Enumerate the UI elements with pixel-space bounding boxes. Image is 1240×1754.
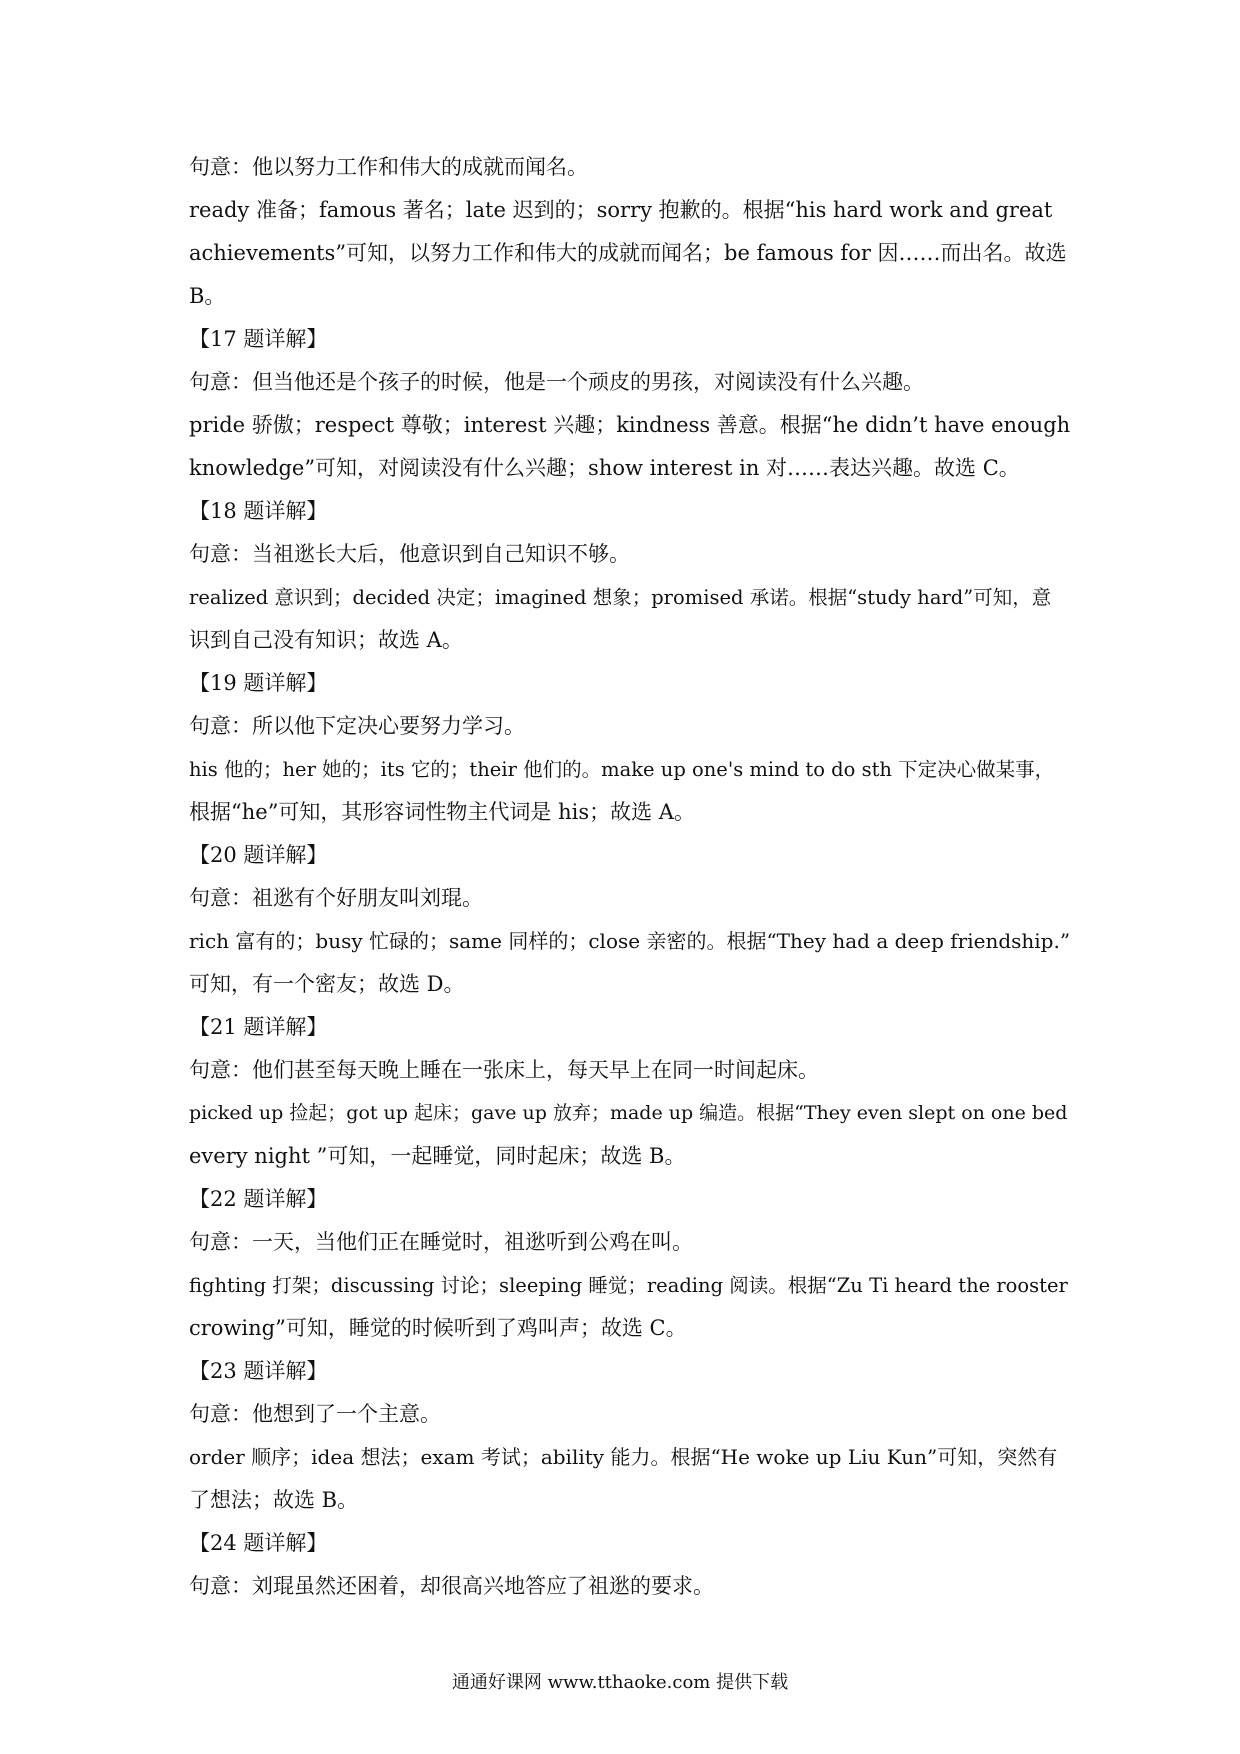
document-body xyxy=(189,146,1069,1608)
text-line: 句意：他们甚至每天晚上睡在一张床上，每天早上在同一时间起床。 xyxy=(189,1058,819,1082)
text-line: 句意：他以努力工作和伟大的成就而闻名。 xyxy=(189,155,588,179)
section-heading: 【17 题详解】 xyxy=(189,327,328,351)
text-line: picked up 捡起；got up 起床；gave up 放弃；made up 编造。根据“They even slept on one bed xyxy=(189,1102,1068,1124)
text-line: achievements”可知，以努力工作和伟大的成就而闻名；be famous for 因……而出名。故选 xyxy=(189,241,1067,265)
text-line: fighting 打架；discussing 讨论；sleeping 睡觉；reading 阅读。根据“Zu Ti heard the rooster xyxy=(189,1274,1068,1297)
text-line: 句意：他想到了一个主意。 xyxy=(189,1402,441,1426)
text-line: knowledge”可知，对阅读没有什么兴趣；show interest in 对……表达兴趣。故选 C。 xyxy=(189,456,1020,480)
text-line: 句意：刘琨虽然还困着，却很高兴地答应了祖逖的要求。 xyxy=(189,1574,714,1598)
text-line: ready 准备；famous 著名；late 迟到的；sorry 抱歉的。根据“his hard work and great xyxy=(189,198,1053,222)
page-footer: 通通好课网 www.tthaoke.com 提供下载 xyxy=(451,1672,789,1693)
text-line: 句意：一天，当他们正在睡觉时，祖逖听到公鸡在叫。 xyxy=(189,1230,693,1254)
text-line: crowing”可知，睡觉的时候听到了鸡叫声；故选 C。 xyxy=(189,1316,687,1340)
text-line: 根据“he”可知，其形容词性物主代词是 his；故选 A。 xyxy=(189,800,695,824)
section-heading: 【23 题详解】 xyxy=(189,1359,328,1383)
text-line: 句意：但当他还是个孩子的时候，他是一个顽皮的男孩，对阅读没有什么兴趣。 xyxy=(189,370,924,394)
section-heading: 【22 题详解】 xyxy=(189,1187,328,1211)
text-line: his 他的；her 她的；its 它的；their 他们的。make up one's mind to do sth 下定决心做某事， xyxy=(189,758,1055,781)
text-line: 句意：所以他下定决心要努力学习。 xyxy=(189,714,525,738)
text-line: rich 富有的；busy 忙碌的；same 同样的；close 亲密的。根据“They had a deep friendship.” xyxy=(189,929,1071,953)
text-line: B。 xyxy=(189,284,226,308)
text-line: pride 骄傲；respect 尊敬；interest 兴趣；kindness 善意。根据“he didn’t have enough xyxy=(189,413,1071,437)
section-heading: 【20 题详解】 xyxy=(189,843,328,867)
text-line: 句意：祖逖有个好朋友叫刘琨。 xyxy=(189,886,483,910)
section-heading: 【19 题详解】 xyxy=(189,671,328,695)
text-line: 识到自己没有知识；故选 A。 xyxy=(189,628,463,652)
text-line: order 顺序；idea 想法；exam 考试；ability 能力。根据“He woke up Liu Kun”可知，突然有 xyxy=(189,1445,1058,1469)
text-line: 可知，有一个密友；故选 D。 xyxy=(189,972,465,996)
section-heading: 【18 题详解】 xyxy=(189,499,328,523)
text-line: every night ”可知，一起睡觉，同时起床；故选 B。 xyxy=(189,1144,686,1168)
section-heading: 【24 题详解】 xyxy=(189,1531,328,1555)
text-line: 了想法；故选 B。 xyxy=(189,1488,359,1512)
section-heading: 【21 题详解】 xyxy=(189,1015,328,1039)
text-line: realized 意识到；decided 决定；imagined 想象；promised 承诺。根据“study hard”可知，意 xyxy=(189,586,1052,609)
text-line: 句意：当祖逖长大后，他意识到自己知识不够。 xyxy=(189,542,630,566)
